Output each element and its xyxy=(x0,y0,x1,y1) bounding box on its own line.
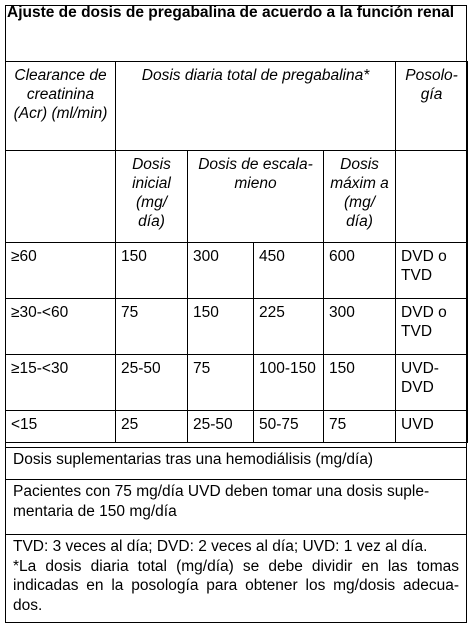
subheader-empty-last xyxy=(396,151,468,243)
cell-initial: 25 xyxy=(116,411,188,443)
table-row xyxy=(6,411,468,443)
cell-escalation-2: 50-75 xyxy=(254,411,324,443)
abbreviations-note: TVD: 3 veces al día; DVD: 2 veces al día; UVD: 1 vez al día. xyxy=(13,538,428,555)
subheader-escalation: Dosis de escala-mieno xyxy=(188,151,324,243)
cell-escalation-2: 225 xyxy=(254,299,324,355)
dosage-table xyxy=(5,61,468,443)
cell-max: 75 xyxy=(324,411,396,443)
cell-initial: 75 xyxy=(116,299,188,355)
cell-escalation-1: 150 xyxy=(188,299,254,355)
table-row xyxy=(6,355,468,411)
cell-escalation-1: 25-50 xyxy=(188,411,254,443)
subheader-initial: Dosis inicial (mg/ día) xyxy=(116,151,188,243)
cell-posology: DVD o TVD xyxy=(396,243,468,299)
cell-acr: ≥30-<60 xyxy=(6,299,116,355)
cell-acr: ≥15-<30 xyxy=(6,355,116,411)
cell-escalation-2: 100-150 xyxy=(254,355,324,411)
cell-escalation-1: 300 xyxy=(188,243,254,299)
header-posology: Posolo-gía xyxy=(396,62,468,151)
hemodialysis-note: Dosis suplementarias tras una hemodiálisis (mg/día) xyxy=(5,447,467,470)
header-clearance: Clearance de creatinina (Acr) (ml/min) xyxy=(6,62,116,151)
header-total-dose: Dosis diaria total de pregabalina* xyxy=(116,62,396,151)
subheader-empty xyxy=(6,151,116,243)
daily-dose-footnote: *La dosis diaria total (mg/día) se debe dividir en las tomas indicadas en la posología para obtener los mg/dosis adecua-dos. xyxy=(13,557,459,614)
cell-max: 600 xyxy=(324,243,396,299)
cell-acr: ≥60 xyxy=(6,243,116,299)
cell-acr: <15 xyxy=(6,411,116,443)
header-row xyxy=(6,62,468,151)
table-row xyxy=(6,243,468,299)
cell-initial: 25-50 xyxy=(116,355,188,411)
supplementary-dose-note: Pacientes con 75 mg/día UVD deben tomar una dosis suple-mentaria de 150 mg/día xyxy=(5,479,467,521)
cell-posology: DVD o TVD xyxy=(396,299,468,355)
table-title: Ajuste de dosis de pregabalina de acuerdo a la función renal xyxy=(7,4,455,21)
cell-escalation-1: 75 xyxy=(188,355,254,411)
cell-posology: UVD xyxy=(396,411,468,443)
cell-max: 150 xyxy=(324,355,396,411)
cell-escalation-2: 450 xyxy=(254,243,324,299)
table-row xyxy=(6,299,468,355)
subheader-row xyxy=(6,151,468,243)
cell-max: 300 xyxy=(324,299,396,355)
cell-posology: UVD-DVD xyxy=(396,355,468,411)
cell-initial: 150 xyxy=(116,243,188,299)
subheader-max: Dosis máxim a (mg/ día) xyxy=(324,151,396,243)
footnotes xyxy=(5,534,467,615)
